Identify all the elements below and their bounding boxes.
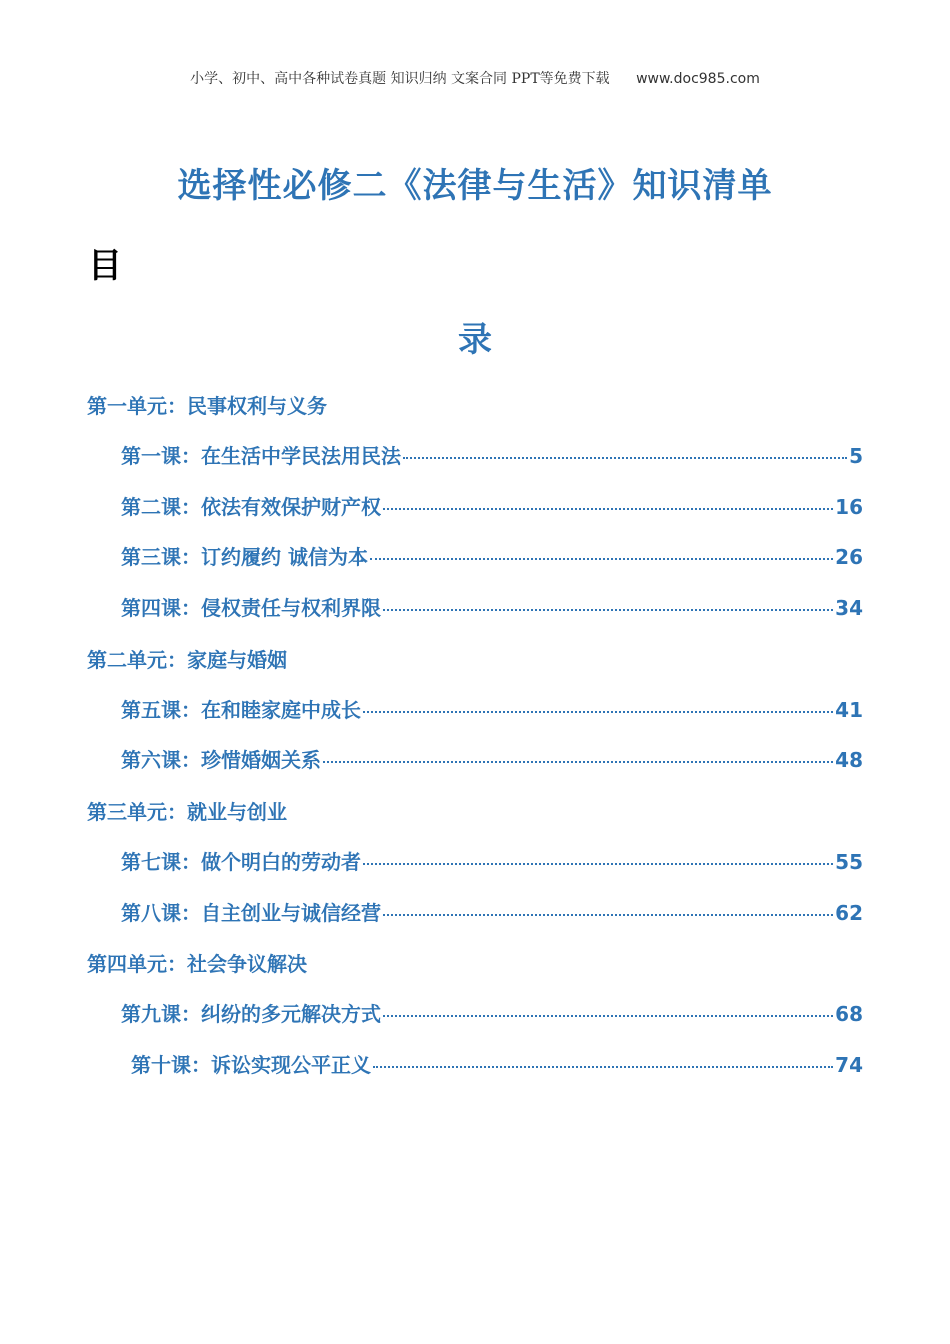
toc-heading-part2: 录 (458, 320, 492, 360)
toc-page-number: 48 (835, 748, 863, 772)
toc-unit[interactable]: 第四单元：社会争议解决 (87, 952, 307, 976)
toc-page-number: 34 (835, 596, 863, 620)
toc-dot-leader (323, 761, 833, 763)
toc-page-number: 16 (835, 495, 863, 519)
toc-dot-leader (383, 914, 833, 916)
toc-lesson-label: 第九课：纠纷的多元解决方式 (121, 1002, 381, 1026)
toc-lesson-label: 第五课：在和睦家庭中成长 (121, 698, 361, 722)
toc-dot-leader (383, 508, 833, 510)
toc-lesson[interactable] (121, 744, 863, 773)
toc-page-number: 55 (835, 850, 863, 874)
toc-dot-leader (363, 711, 833, 713)
toc-lesson-label: 第二课：依法有效保护财产权 (121, 495, 381, 519)
toc-lesson-label: 第八课：自主创业与诚信经营 (121, 901, 381, 925)
toc-lesson[interactable] (121, 897, 863, 926)
toc-dot-leader (403, 457, 847, 459)
toc-lesson[interactable] (121, 998, 863, 1027)
toc-page-number: 62 (835, 901, 863, 925)
toc-heading-part1: 目 (88, 246, 122, 286)
toc-page-number: 68 (835, 1002, 863, 1026)
toc-lesson[interactable] (131, 1049, 863, 1078)
toc-lesson[interactable] (121, 440, 863, 469)
toc-lesson-label: 第七课：做个明白的劳动者 (121, 850, 361, 874)
toc-lesson-label: 第四课：侵权责任与权利界限 (121, 596, 381, 620)
toc-lesson-label: 第十课：诉讼实现公平正义 (131, 1053, 371, 1077)
toc-lesson[interactable] (121, 694, 863, 723)
toc-lesson-label: 第六课：珍惜婚姻关系 (121, 748, 321, 772)
toc-unit[interactable]: 第一单元：民事权利与义务 (87, 394, 327, 418)
toc-page-number: 41 (835, 698, 863, 722)
toc-page-number: 74 (835, 1053, 863, 1077)
toc-dot-leader (370, 558, 833, 560)
toc-dot-leader (363, 863, 833, 865)
page-header (0, 68, 950, 88)
toc-dot-leader (373, 1066, 833, 1068)
toc-lesson-label: 第一课：在生活中学民法用民法 (121, 444, 401, 468)
toc-lesson[interactable] (121, 541, 863, 570)
toc-lesson-label: 第三课：订约履约 诚信为本 (121, 545, 368, 569)
toc-lesson[interactable] (121, 491, 863, 520)
header-url[interactable]: www.doc985.com (636, 71, 760, 87)
toc-lesson[interactable] (121, 846, 863, 875)
header-text: 小学、初中、高中各种试卷真题 知识归纳 文案合同 PPT等免费下载 (190, 71, 610, 87)
toc-page-number: 26 (835, 545, 863, 569)
document-title: 选择性必修二《法律与生活》知识清单 (177, 166, 773, 206)
toc-lesson[interactable] (121, 592, 863, 621)
toc-dot-leader (383, 609, 833, 611)
toc-page-number: 5 (849, 444, 863, 468)
toc-dot-leader (383, 1015, 833, 1017)
toc-unit[interactable]: 第二单元：家庭与婚姻 (87, 648, 287, 672)
toc-unit[interactable]: 第三单元：就业与创业 (87, 800, 287, 824)
